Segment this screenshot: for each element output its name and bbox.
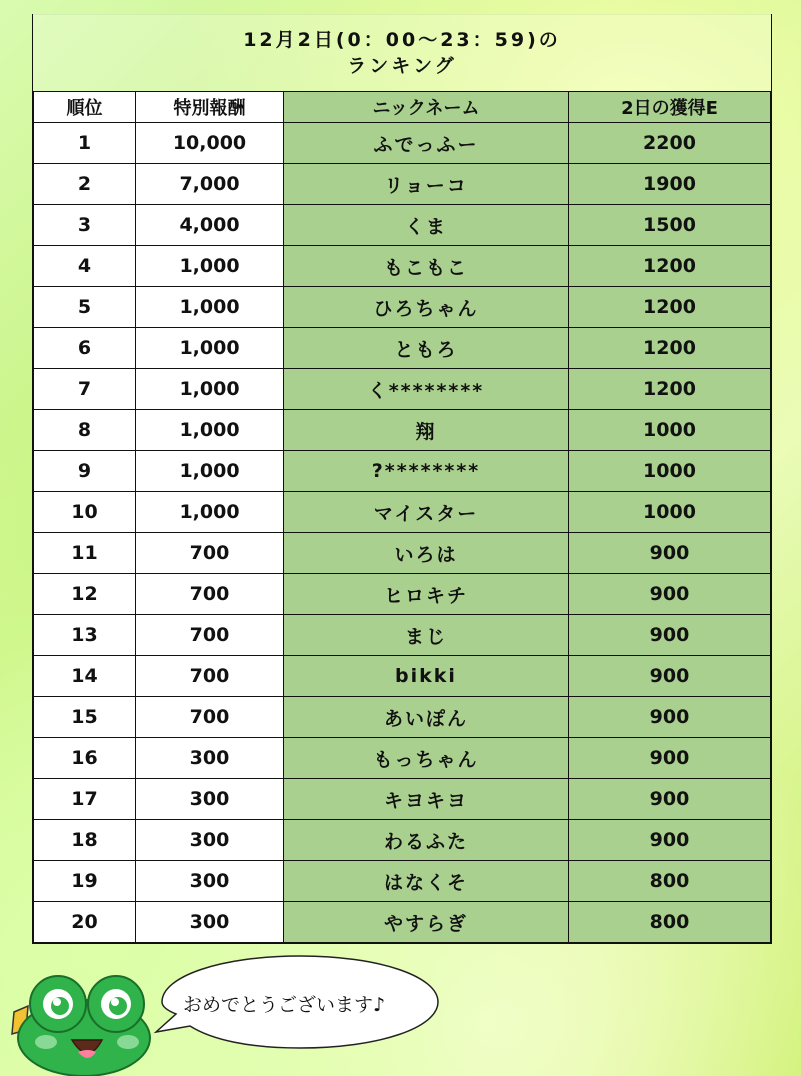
header-reward: 特別報酬 <box>136 92 284 123</box>
cell-rank: 7 <box>34 369 136 410</box>
cell-earned: 900 <box>569 615 771 656</box>
cell-reward: 700 <box>136 533 284 574</box>
cell-nickname: 翔 <box>284 410 569 451</box>
cell-nickname: はなくそ <box>284 861 569 902</box>
cell-reward: 1,000 <box>136 246 284 287</box>
cell-nickname: リョーコ <box>284 164 569 205</box>
cell-rank: 4 <box>34 246 136 287</box>
cell-rank: 1 <box>34 123 136 164</box>
cell-nickname: もこもこ <box>284 246 569 287</box>
cell-reward: 1,000 <box>136 451 284 492</box>
header-nickname: ニックネーム <box>284 92 569 123</box>
cell-earned: 1000 <box>569 492 771 533</box>
cell-nickname: ひろちゃん <box>284 287 569 328</box>
table-row <box>34 410 771 451</box>
title-line-2: ランキング <box>347 55 457 77</box>
cell-rank: 18 <box>34 820 136 861</box>
cell-earned: 1000 <box>569 451 771 492</box>
cell-rank: 3 <box>34 205 136 246</box>
cell-earned: 1000 <box>569 410 771 451</box>
cell-reward: 700 <box>136 615 284 656</box>
cell-nickname: く******** <box>284 369 569 410</box>
cell-earned: 2200 <box>569 123 771 164</box>
cell-rank: 9 <box>34 451 136 492</box>
cell-nickname: キヨキヨ <box>284 779 569 820</box>
table-row <box>34 328 771 369</box>
cell-nickname: もっちゃん <box>284 738 569 779</box>
cell-earned: 1900 <box>569 164 771 205</box>
cell-nickname: わるふた <box>284 820 569 861</box>
cell-earned: 800 <box>569 861 771 902</box>
cell-rank: 11 <box>34 533 136 574</box>
table-row <box>34 164 771 205</box>
cell-reward: 700 <box>136 574 284 615</box>
table-row <box>34 369 771 410</box>
table-row <box>34 861 771 902</box>
cell-rank: 20 <box>34 902 136 943</box>
title-line-1: 12月2日(0：00～23：59)の <box>243 29 561 51</box>
cell-earned: 1200 <box>569 246 771 287</box>
cell-rank: 5 <box>34 287 136 328</box>
cell-reward: 700 <box>136 697 284 738</box>
table-row <box>34 492 771 533</box>
cell-reward: 300 <box>136 820 284 861</box>
cell-reward: 300 <box>136 861 284 902</box>
speech-bubble-text: おめでとうございます♪ <box>183 994 386 1016</box>
cell-nickname: くま <box>284 205 569 246</box>
table-row <box>34 246 771 287</box>
cell-rank: 8 <box>34 410 136 451</box>
table-row <box>34 533 771 574</box>
footer-area <box>0 950 801 1076</box>
cell-earned: 1200 <box>569 369 771 410</box>
cell-reward: 700 <box>136 656 284 697</box>
cell-rank: 16 <box>34 738 136 779</box>
table-row <box>34 738 771 779</box>
ranking-title <box>33 14 771 91</box>
cell-earned: 1200 <box>569 287 771 328</box>
cell-reward: 300 <box>136 902 284 943</box>
cell-reward: 4,000 <box>136 205 284 246</box>
header-earned: 2日の獲得E <box>569 92 771 123</box>
cell-nickname: いろは <box>284 533 569 574</box>
cell-nickname: あいぽん <box>284 697 569 738</box>
cell-earned: 900 <box>569 697 771 738</box>
frog-mascot-icon <box>6 972 156 1076</box>
cell-rank: 15 <box>34 697 136 738</box>
cell-reward: 1,000 <box>136 287 284 328</box>
cell-nickname: ヒロキチ <box>284 574 569 615</box>
cell-reward: 1,000 <box>136 492 284 533</box>
ranking-table <box>33 91 771 943</box>
cell-nickname: まじ <box>284 615 569 656</box>
cell-earned: 800 <box>569 902 771 943</box>
cell-reward: 10,000 <box>136 123 284 164</box>
table-row <box>34 615 771 656</box>
cell-reward: 7,000 <box>136 164 284 205</box>
table-row <box>34 902 771 943</box>
cell-reward: 300 <box>136 779 284 820</box>
header-rank: 順位 <box>34 92 136 123</box>
cell-reward: 1,000 <box>136 410 284 451</box>
table-row <box>34 287 771 328</box>
cell-rank: 14 <box>34 656 136 697</box>
cell-earned: 1200 <box>569 328 771 369</box>
table-header-row <box>34 92 771 123</box>
cell-earned: 900 <box>569 656 771 697</box>
cell-reward: 1,000 <box>136 328 284 369</box>
cell-rank: 17 <box>34 779 136 820</box>
cell-nickname: ?******** <box>284 451 569 492</box>
table-row <box>34 697 771 738</box>
cell-rank: 19 <box>34 861 136 902</box>
cell-nickname: ふでっふー <box>284 123 569 164</box>
cell-earned: 1500 <box>569 205 771 246</box>
cell-reward: 300 <box>136 738 284 779</box>
cell-rank: 6 <box>34 328 136 369</box>
table-row <box>34 451 771 492</box>
cell-reward: 1,000 <box>136 369 284 410</box>
cell-earned: 900 <box>569 533 771 574</box>
ranking-rows <box>34 123 771 943</box>
table-row <box>34 123 771 164</box>
ranking-sheet <box>32 14 772 944</box>
cell-rank: 2 <box>34 164 136 205</box>
table-row <box>34 779 771 820</box>
cell-nickname: マイスター <box>284 492 569 533</box>
table-row <box>34 205 771 246</box>
cell-earned: 900 <box>569 738 771 779</box>
cell-nickname: ともろ <box>284 328 569 369</box>
cell-earned: 900 <box>569 574 771 615</box>
cell-rank: 12 <box>34 574 136 615</box>
cell-earned: 900 <box>569 779 771 820</box>
cell-rank: 13 <box>34 615 136 656</box>
table-row <box>34 656 771 697</box>
cell-earned: 900 <box>569 820 771 861</box>
cell-nickname: bikki <box>284 656 569 697</box>
cell-nickname: やすらぎ <box>284 902 569 943</box>
cell-rank: 10 <box>34 492 136 533</box>
table-row <box>34 574 771 615</box>
table-row <box>34 820 771 861</box>
